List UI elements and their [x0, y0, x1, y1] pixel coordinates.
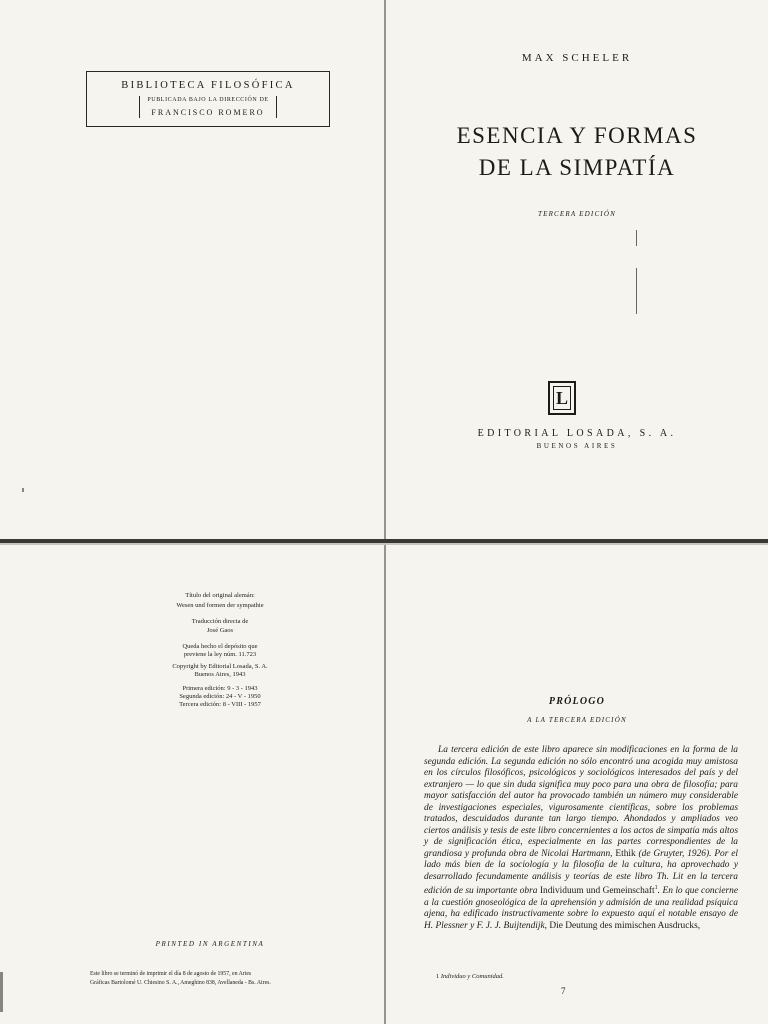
- publisher-city: BUENOS AIRES: [536, 442, 618, 450]
- first-edition-date: Primera edición: 9 - 3 - 1943: [182, 685, 258, 692]
- publisher-logo-icon: [548, 381, 576, 415]
- deposit-line-2: previene la ley núm. 11.723: [183, 651, 257, 658]
- footnote-number: 1: [436, 973, 440, 980]
- page-edge-shadow: [0, 972, 3, 1012]
- colophon: [90, 970, 350, 987]
- page-prologue: [386, 542, 768, 1024]
- series-box: [86, 71, 330, 127]
- colophon-line-2: Gráficas Bartolomé U. Chiesino S. A., Ameghino 838, Avellaneda - Bs. Aires.: [90, 979, 271, 986]
- body-text-2: (de Gruyter, 1926). Por el lado más bien de la sociología y la filosofía de la cultura, ha aprovechado y desarrollado fecundamente análisis y teorías de este libro Th. Lit en la tercera edición de su importante obra: [424, 848, 739, 897]
- third-edition-date: Tercera edición: 8 - VIII - 1957: [179, 701, 261, 708]
- page-copyright: [0, 542, 384, 1024]
- translation-label: Traducción directa de: [191, 618, 249, 625]
- page-title-page: [386, 0, 768, 540]
- body-ethik: Ethik: [615, 848, 636, 859]
- margin-mark: [636, 268, 637, 314]
- book-title: [386, 120, 768, 184]
- prologue-paragraph: [424, 745, 738, 932]
- copyright-line-1: Copyright by Editorial Losada, S. A.: [172, 663, 268, 670]
- page-series-half-title: [0, 0, 384, 540]
- paper-speck: [22, 488, 24, 492]
- colophon-line-1: Este libro se terminó de imprimir el día 8 de agosto de 1957, en Artes: [90, 971, 252, 977]
- prologue-subtitle: A LA TERCERA EDICIÓN: [527, 716, 627, 724]
- margin-mark: [636, 230, 637, 246]
- series-title: BIBLIOTECA FILOSÓFICA: [121, 80, 295, 91]
- publisher-name: EDITORIAL LOSADA, S. A.: [477, 428, 677, 439]
- series-director: FRANCISCO ROMERO: [151, 108, 265, 117]
- series-subtitle: PUBLICADA BAJO LA DIRECCIÓN DE: [147, 97, 269, 103]
- printed-in-label: PRINTED IN ARGENTINA: [155, 940, 265, 948]
- original-title-label: Título del original alemán:: [185, 592, 255, 599]
- copyright-line-2: Buenos Aires, 1943: [194, 671, 246, 678]
- second-edition-date: Segunda edición: 24 - V - 1950: [179, 693, 261, 700]
- prologue-body: [424, 745, 738, 932]
- logo-letter: L: [553, 386, 571, 410]
- translator-name: José Gaos: [206, 627, 234, 634]
- title-line-1: ESENCIA Y FORMAS: [456, 123, 698, 148]
- title-line-2: DE LA SIMPATÍA: [478, 155, 676, 180]
- page-fold-shadow: [0, 543, 768, 545]
- body-work-title: Individuum und Gemeinschaft: [539, 886, 655, 897]
- footnote: [436, 973, 504, 980]
- prologue-title: PRÓLOGO: [548, 696, 606, 707]
- body-text-1: La tercera edición de este libro aparece sin modificaciones en la forma de la segunda edición. La segunda edición no sólo encontró una acogida muy amistosa en los círculos filosóficos, psicológicos y sociológicos interesados del país y del extranjero — lo que sin duda significa muy poco para una obra de filosofía; para mayor satisfacción del autor ha provocado también un número muy considerable de investigaciones especiales, vigurosamente científicas, sobre los problemas tratados, descuidados durante tan largo tiempo. Ahondados y ampliados veo ciertos análisis y tesis de este libro concernientes a los actos de simpatía más altos y de significación ética, especialmente en las partes correspondientes de la grandiosa y profunda obra de Nicolai Hartmann,: [424, 745, 738, 859]
- deposit-line-1: Queda hecho el depósito que: [182, 643, 258, 650]
- body-tail: Die Deutung des mimischen Ausdrucks,: [549, 920, 701, 931]
- footnote-text: Individuo y Comunidad.: [440, 973, 504, 980]
- footnote-mark: 1: [654, 885, 658, 891]
- body-text-3: . En lo que concierne a la cuestión gnoseológica de la aprehensión y admisión de una realidad psíquica ajena, ha edificado instructivamente sobre lo expuesto aquí el notable ensayo de H. Plessner y F. J. J. Buijtendijk,: [424, 886, 739, 931]
- original-title: Wesen und formen der sympathie: [176, 602, 264, 609]
- author-name: MAX SCHELER: [521, 52, 633, 64]
- edition-label: TERCERA EDICIÓN: [538, 210, 616, 218]
- page-number: 7: [561, 986, 566, 996]
